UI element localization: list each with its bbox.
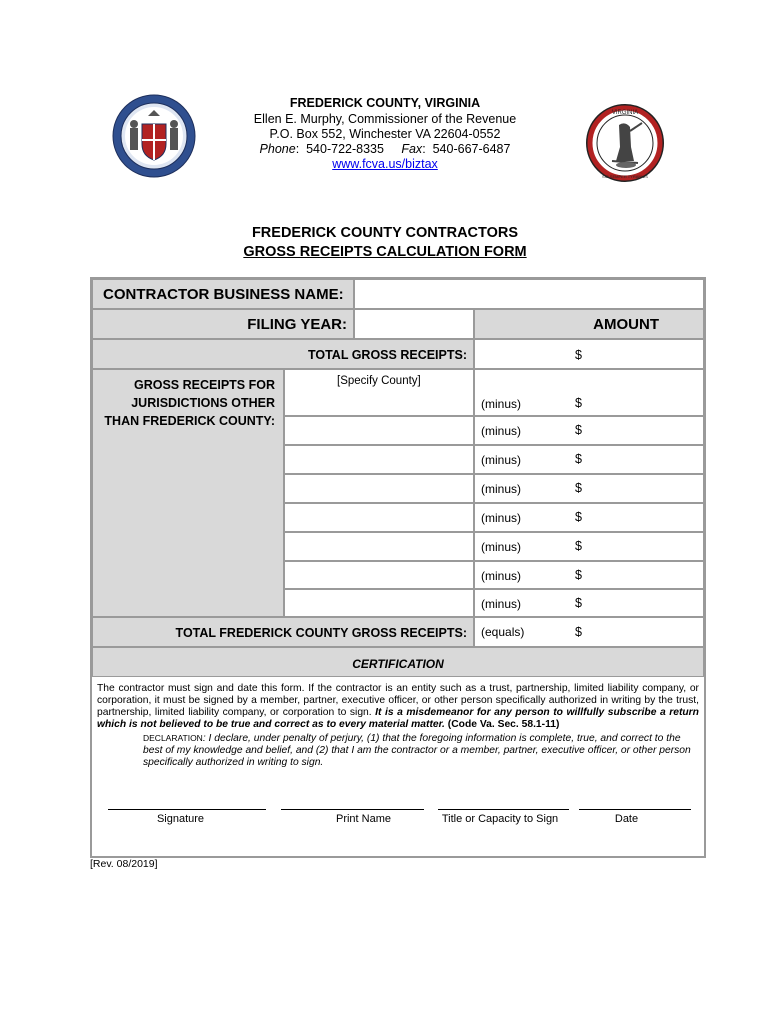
deduction-op-8: (minus) — [481, 597, 522, 611]
certification-text-part1: The contractor must sign and date this form. If the contractor is an entity such as a trust, partnership, limited liability company, or corporation, it must be signed by a member, partner, executive officer, or other person specifically authorized in writing by the trust, partnership, limited liability company, or corporation to sign. — [97, 683, 699, 718]
total-gross-label — [308, 348, 467, 362]
other-jurisdictions-line1: GROSS RECEIPTS FOR — [134, 378, 275, 392]
deduction-amount-field-6[interactable] — [474, 532, 704, 561]
other-jurisdictions-line2: JURISDICTIONS OTHER — [131, 396, 275, 410]
virginia-state-seal — [586, 103, 664, 183]
address-line: P.O. Box 552, Winchester VA 22604-0552 — [269, 127, 501, 141]
phone-number: 540-722-8335 — [306, 142, 384, 156]
deduction-op-3: (minus) — [481, 453, 522, 467]
specify-county-field-4[interactable] — [284, 474, 474, 503]
total-gross-amount-field[interactable] — [474, 339, 704, 369]
total-frederick-label-cell — [92, 617, 474, 647]
filing-year-field[interactable] — [354, 309, 474, 339]
county-name-text: FREDERICK COUNTY, VIRGINIA — [289, 96, 481, 110]
deduction-op-4: (minus) — [481, 482, 522, 496]
total-frederick-op: (equals) — [481, 625, 525, 639]
website-link[interactable]: www.fcva.us/biztax — [332, 157, 438, 171]
certification-text — [97, 683, 699, 731]
amount-header-cell — [474, 309, 704, 339]
other-jurisdictions-label — [104, 376, 275, 430]
total-frederick-label-text: TOTAL FREDERICK COUNTY GROSS RECEIPTS: — [175, 626, 467, 640]
certification-misdemeanor-warning: It is a misdemeanor for any person to willfully subscribe a return which is not believed to be true and correct as to every material matter. — [97, 707, 699, 730]
deduction-op-1: (minus) — [481, 397, 522, 411]
business-name-label: CONTRACTOR BUSINESS NAME: — [103, 286, 344, 303]
deduction-currency-2: $ — [575, 423, 582, 437]
date-label: Date — [614, 813, 639, 825]
form-title-line2: GROSS RECEIPTS CALCULATION FORM — [243, 244, 527, 260]
total-gross-currency: $ — [575, 348, 582, 362]
deduction-currency-1: $ — [575, 396, 582, 410]
deduction-amount-field-8[interactable] — [474, 589, 704, 617]
deduction-amount-field-4[interactable] — [474, 474, 704, 503]
declaration-label: DECLARATION — [143, 733, 203, 743]
deduction-op-6: (minus) — [481, 540, 522, 554]
signature-label: Signature — [156, 813, 205, 825]
deduction-amount-field-1[interactable] — [474, 369, 704, 416]
fax-number: 540-667-6487 — [432, 142, 511, 156]
commissioner-line: Ellen E. Murphy, Commissioner of the Revenue — [253, 112, 517, 126]
deduction-amount-field-5[interactable] — [474, 503, 704, 532]
title-capacity-label: Title or Capacity to Sign — [441, 813, 559, 825]
frederick-county-seal — [112, 94, 196, 178]
filing-year-label: FILING YEAR: — [247, 316, 347, 333]
specify-county-field-5[interactable] — [284, 503, 474, 532]
total-frederick-label — [176, 626, 467, 640]
total-gross-label-text: TOTAL GROSS RECEIPTS: — [307, 348, 467, 362]
revision-note: [Rev. 08/2019] — [90, 858, 158, 870]
deduction-currency-7: $ — [575, 568, 582, 582]
deduction-currency-8: $ — [575, 596, 582, 610]
county-name — [230, 96, 540, 111]
declaration-text — [143, 732, 699, 769]
business-name-field[interactable] — [354, 279, 704, 309]
certification-heading: CERTIFICATION — [352, 657, 444, 671]
deduction-op-2: (minus) — [481, 424, 522, 438]
amount-header: AMOUNT — [593, 316, 659, 333]
print-name-line[interactable] — [281, 809, 424, 810]
phone-label: Phone — [259, 142, 296, 156]
signature-line[interactable] — [108, 809, 266, 810]
form-title-line1: FREDERICK COUNTY CONTRACTORS — [251, 225, 519, 241]
total-frederick-currency: $ — [575, 625, 582, 639]
seal-motto-text: SIC SEMPER TYRANNIS — [602, 174, 648, 179]
specify-county-field-2[interactable] — [284, 416, 474, 445]
contact-line: Phone: 540-722-8335 Fax: 540-667-6487 — [259, 142, 511, 156]
specify-county-placeholder: [Specify County] — [337, 375, 421, 387]
filing-year-label-cell — [92, 309, 354, 339]
deduction-amount-field-3[interactable] — [474, 445, 704, 474]
deduction-currency-3: $ — [575, 452, 582, 466]
deduction-amount-field-7[interactable] — [474, 561, 704, 589]
deduction-currency-4: $ — [575, 481, 582, 495]
deduction-currency-6: $ — [575, 539, 582, 553]
specify-county-field-6[interactable] — [284, 532, 474, 561]
deduction-op-5: (minus) — [481, 511, 522, 525]
other-jurisdictions-line3: THAN FREDERICK COUNTY: — [104, 414, 275, 428]
deduction-op-7: (minus) — [481, 569, 522, 583]
declaration-body: : I declare, under penalty of perjury, (1) that the foregoing information is complete, true, and correct to the best of my knowledge and belief, and (2) that I am the contractor or a member, partner, executive officer, or other person specifically authorized in writing to sign. — [143, 733, 691, 768]
total-frederick-amount-field[interactable] — [474, 617, 704, 647]
certification-code-ref: (Code Va. Sec. 58.1-11) — [444, 719, 560, 730]
specify-county-field-1[interactable] — [284, 369, 474, 416]
specify-county-field-8[interactable] — [284, 589, 474, 617]
total-gross-label-cell — [92, 339, 474, 369]
business-name-label-cell — [92, 279, 354, 309]
other-jurisdictions-label-cell — [92, 369, 284, 617]
deduction-amount-field-2[interactable] — [474, 416, 704, 445]
specify-county-field-7[interactable] — [284, 561, 474, 589]
certification-heading-cell — [92, 647, 704, 677]
date-line[interactable] — [579, 809, 691, 810]
print-name-label: Print Name — [335, 813, 392, 825]
seal-virginia-text: VIRGINIA — [611, 110, 639, 116]
specify-county-field-3[interactable] — [284, 445, 474, 474]
deduction-currency-5: $ — [575, 510, 582, 524]
fax-label: Fax — [401, 142, 423, 156]
title-capacity-line[interactable] — [438, 809, 569, 810]
